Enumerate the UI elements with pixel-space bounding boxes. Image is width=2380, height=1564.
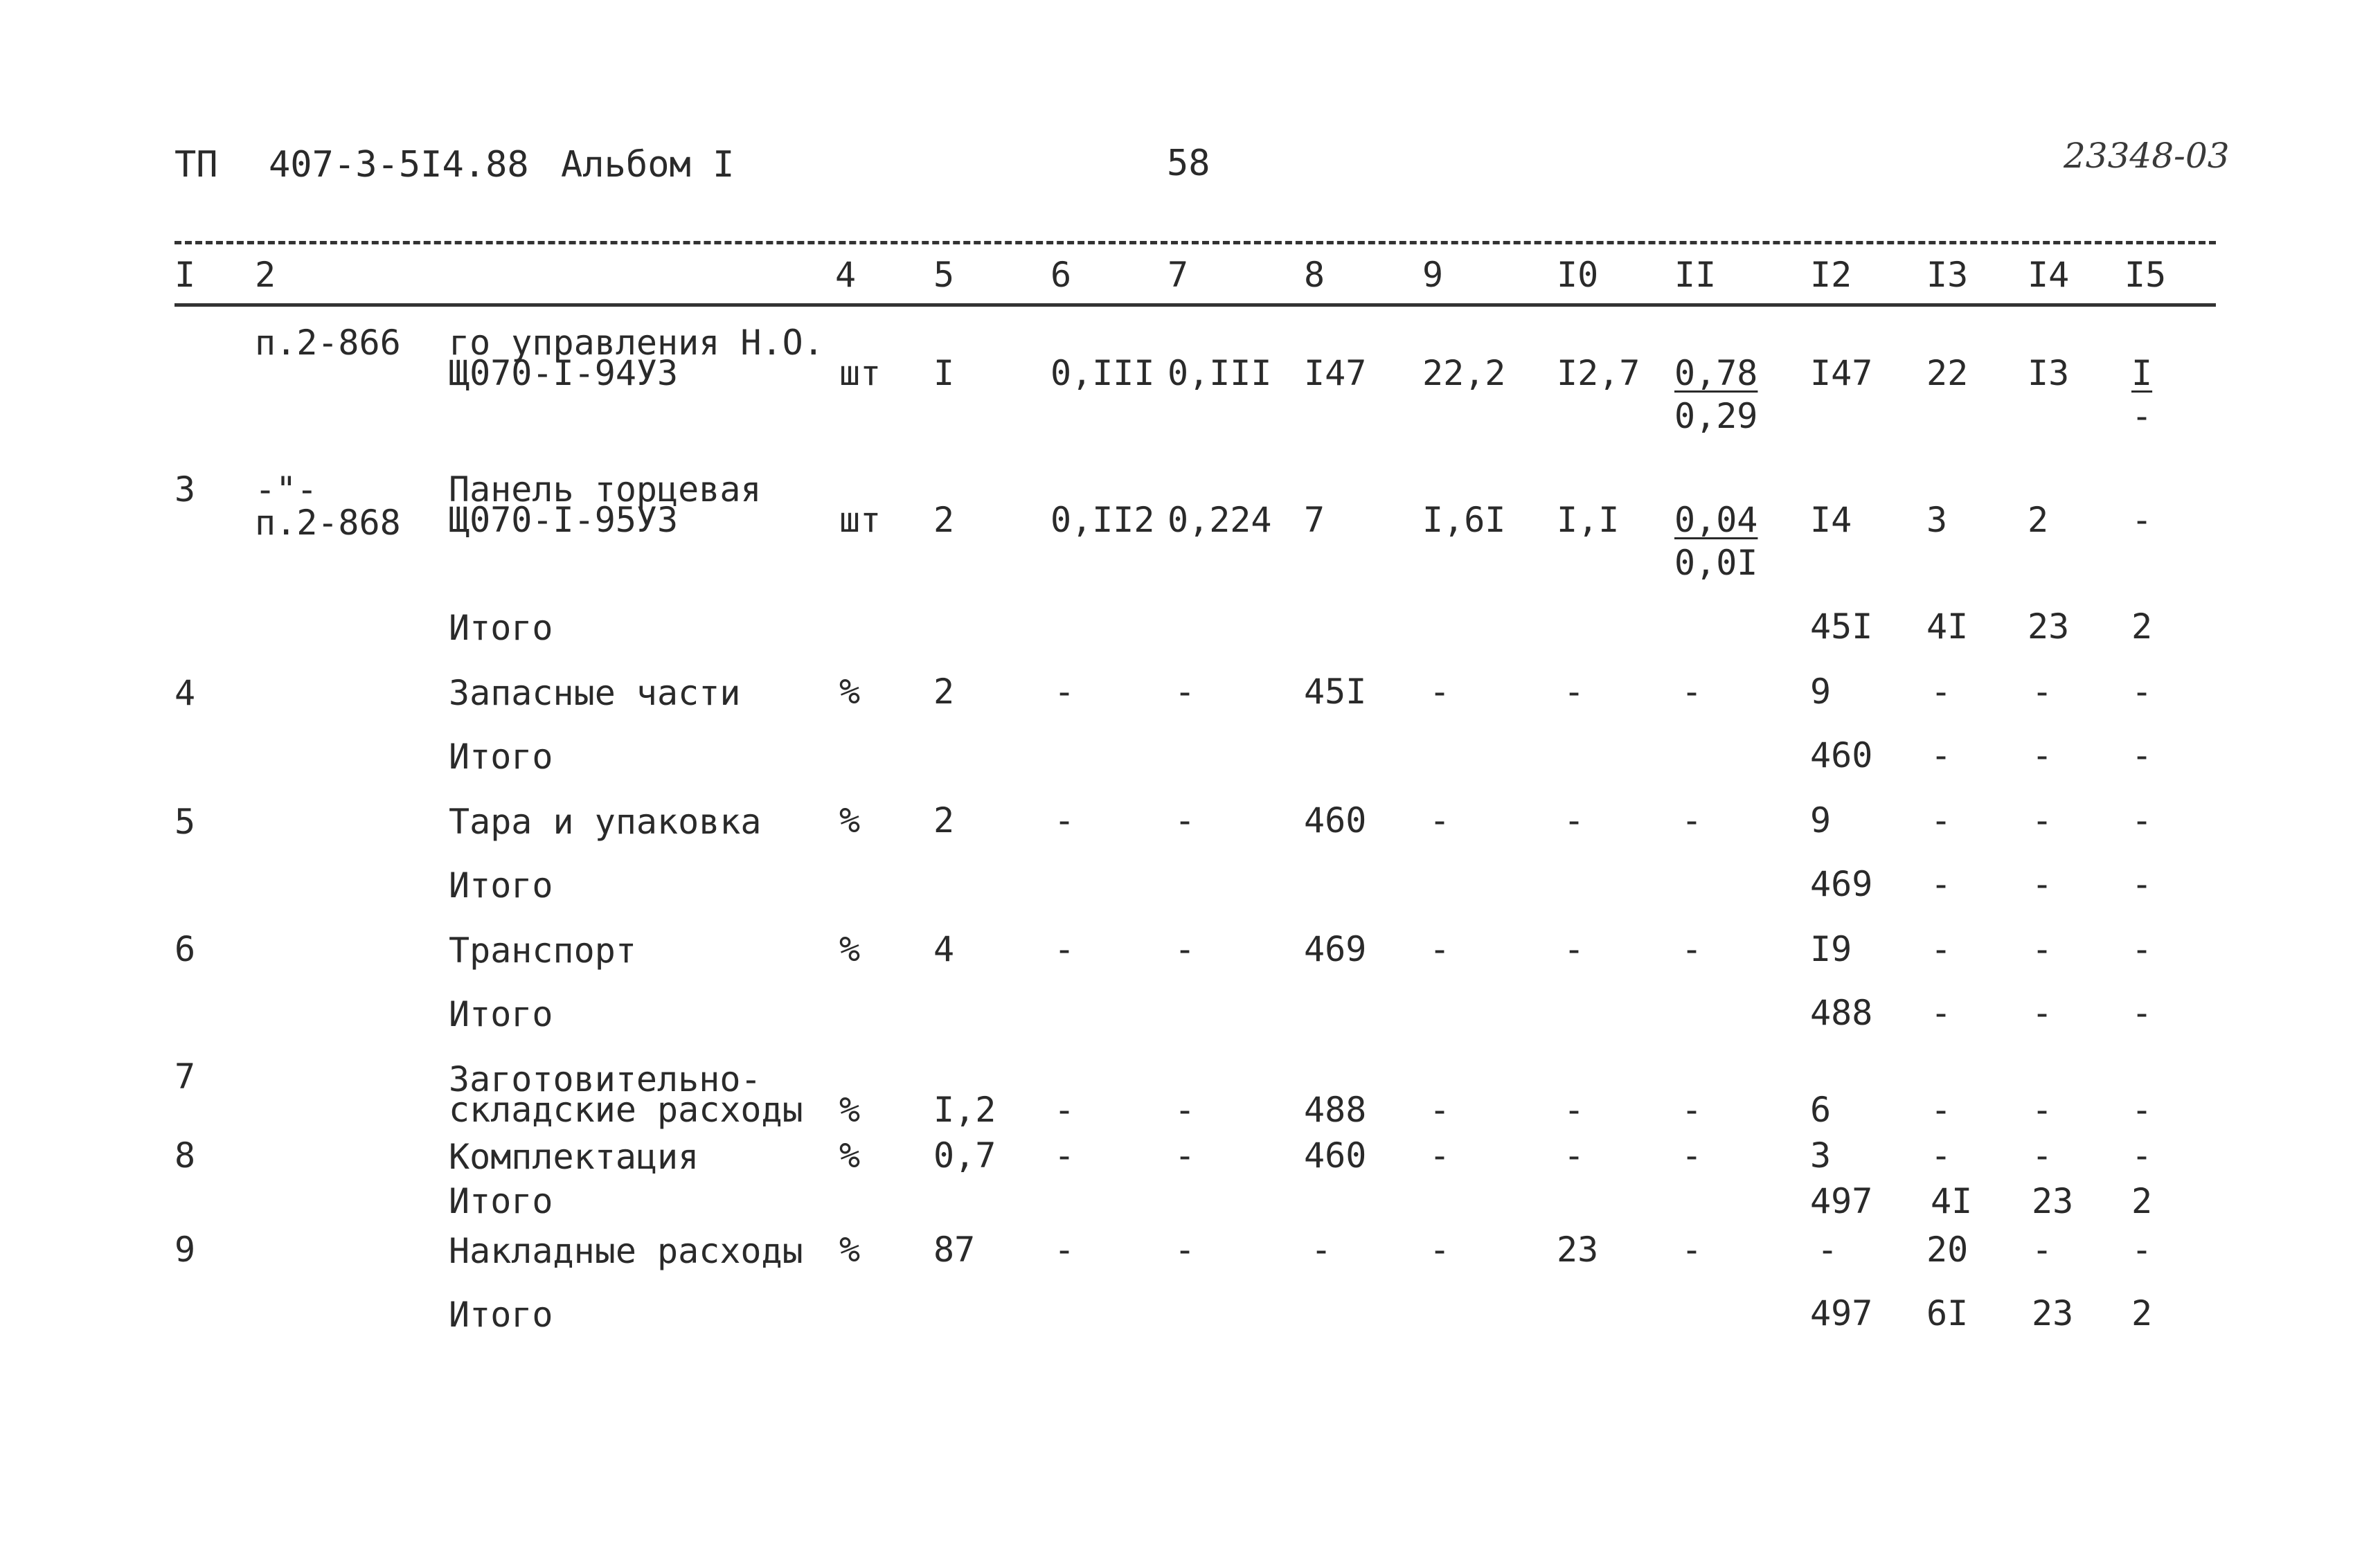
col-header-14: I4 [2028, 255, 2070, 295]
col-header-11: II [1674, 255, 1717, 295]
cell-c13: 6I [1926, 1293, 1969, 1333]
cell-name: Итого [449, 608, 553, 648]
cell-c14: - [2032, 735, 2053, 775]
cell-c15: - [2131, 993, 2153, 1033]
cell-c9: - [1429, 1230, 1451, 1270]
cell-c12: 497 [1810, 1293, 1873, 1333]
cell-c14: - [2032, 672, 2053, 712]
cell-name-line1: Заготовительно- [449, 1059, 762, 1099]
cell-c11: - [1681, 1230, 1703, 1270]
cell-c10: - [1564, 1090, 1585, 1130]
cell-name: Тара и упаковка [449, 802, 762, 842]
col-header-10: I0 [1557, 255, 1599, 295]
cell-unit: % [839, 929, 861, 969]
cell-c12: - [1817, 1230, 1838, 1270]
cell-c14: - [2032, 1090, 2053, 1130]
cell-c8: 45I [1304, 672, 1367, 712]
cell-c12: 9 [1810, 672, 1832, 712]
cell-c9: - [1429, 929, 1451, 969]
cell-c12: I9 [1810, 929, 1852, 969]
cell-c11: - [1681, 929, 1703, 969]
cell-c12: 460 [1810, 735, 1873, 775]
cell-c15: - [2131, 929, 2153, 969]
cell-c7: - [1174, 1090, 1196, 1130]
cell-name: Комплектация [449, 1137, 699, 1177]
cell-name: Итого [449, 1295, 553, 1335]
cell-c15: - [2131, 672, 2153, 712]
cell-c8: 488 [1304, 1090, 1367, 1130]
cell-c13: 20 [1926, 1230, 1969, 1270]
album-label: Альбом I [561, 144, 735, 186]
cell-c9: - [1429, 1135, 1451, 1176]
cell-unit: % [839, 1135, 861, 1176]
cell-c12: 488 [1810, 993, 1873, 1033]
col-header-7: 7 [1167, 255, 1189, 295]
cell-c11: - [1681, 1135, 1703, 1176]
cell-c13: - [1931, 1090, 1952, 1130]
cell-c6: - [1054, 929, 1075, 969]
cell-c10: - [1564, 672, 1585, 712]
col-header-4: 4 [835, 255, 857, 295]
cell-c15: - [2131, 1230, 2153, 1270]
cell-c14: 23 [2032, 1293, 2074, 1333]
cell-c10: - [1564, 1135, 1585, 1176]
cell-ref: п.2-866 [255, 323, 401, 363]
table-header-rule [175, 303, 2216, 307]
cell-c10: - [1564, 929, 1585, 969]
cell-c11-top: 0,04 [1674, 500, 1758, 540]
cell-c5: 0,7 [933, 1135, 996, 1176]
cell-unit: шт [839, 500, 882, 540]
cell-c8: 460 [1304, 1135, 1367, 1176]
cell-c15: - [2131, 800, 2153, 841]
doc-number: 407-3-5I4.88 [269, 144, 529, 186]
cell-c15: 2 [2131, 606, 2153, 647]
cell-c10: I2,7 [1557, 353, 1640, 393]
cell-unit: % [839, 1230, 861, 1270]
cell-c14: - [2032, 993, 2053, 1033]
cell-c13: - [1931, 800, 1952, 841]
cell-c8: 7 [1304, 500, 1325, 540]
cell-c15: - [2131, 864, 2153, 904]
cell-c13: - [1931, 672, 1952, 712]
cell-c11: - [1681, 800, 1703, 841]
cell-c7: - [1174, 672, 1196, 712]
cell-c12: 6 [1810, 1090, 1832, 1130]
cell-name-line2: складские расходы [449, 1090, 803, 1130]
cell-name: Итого [449, 865, 553, 906]
cell-c6: - [1054, 1230, 1075, 1270]
cell-c15: - [2131, 1090, 2153, 1130]
cell-c7: 0,III [1167, 353, 1272, 393]
cell-c7: - [1174, 800, 1196, 841]
cell-c6: - [1054, 800, 1075, 841]
cell-c8: I47 [1304, 353, 1367, 393]
cell-c8: 460 [1304, 800, 1367, 841]
cell-c15-bottom: - [2131, 396, 2153, 436]
cell-c7: 0,224 [1167, 500, 1272, 540]
cell-c11-bottom: 0,29 [1674, 396, 1758, 436]
cell-unit: шт [839, 353, 882, 393]
cell-c8: 469 [1304, 929, 1367, 969]
cell-c11-top: 0,78 [1674, 353, 1758, 393]
cell-num: 4 [175, 673, 196, 713]
cell-c11: - [1681, 1090, 1703, 1130]
cell-c13: - [1931, 735, 1952, 775]
cell-c5: 2 [933, 500, 955, 540]
cell-c11-bottom: 0,0I [1674, 543, 1758, 583]
cell-c7: - [1174, 929, 1196, 969]
cell-c10: I,I [1557, 500, 1620, 540]
cell-c6: 0,III [1050, 353, 1155, 393]
cell-c15: - [2131, 1135, 2153, 1176]
cell-name: Накладные расходы [449, 1231, 803, 1271]
table-top-rule [175, 241, 2216, 244]
cell-c13: - [1931, 929, 1952, 969]
cell-c14: - [2032, 929, 2053, 969]
cell-name: Итого [449, 994, 553, 1034]
cell-c5: I [933, 353, 955, 393]
cell-c13: - [1931, 1135, 1952, 1176]
cell-c15: 2 [2131, 1181, 2153, 1221]
cell-c14: - [2032, 800, 2053, 841]
cell-c5: I,2 [933, 1090, 996, 1130]
cell-c12: 9 [1810, 800, 1832, 841]
cell-c9: - [1429, 1090, 1451, 1130]
cell-c14: - [2032, 1135, 2053, 1176]
cell-c14: 2 [2028, 500, 2049, 540]
cell-c12: I4 [1810, 500, 1852, 540]
cell-c13: 3 [1926, 500, 1948, 540]
cell-name: Итого [449, 1181, 553, 1221]
cell-c12: I47 [1810, 353, 1873, 393]
cell-c13: 22 [1926, 353, 1969, 393]
cell-name-line2: Щ070-I-94У3 [449, 353, 679, 393]
cell-c14: 23 [2032, 1181, 2074, 1221]
col-header-2: 2 [255, 255, 276, 295]
cell-c14: - [2032, 1230, 2053, 1270]
cell-c9: I,6I [1422, 500, 1506, 540]
cell-c5: 87 [933, 1230, 976, 1270]
col-header-5: 5 [933, 255, 955, 295]
cell-c12: 45I [1810, 606, 1873, 647]
col-header-8: 8 [1304, 255, 1325, 295]
cell-unit: % [839, 672, 861, 712]
cell-ditto: -"- [255, 469, 318, 510]
doc-code: ТП [175, 144, 218, 186]
col-header-1: I [175, 255, 196, 295]
col-header-12: I2 [1810, 255, 1852, 295]
cell-name-line1: Панель торцевая [449, 469, 762, 510]
cell-c9: - [1429, 672, 1451, 712]
archive-stamp: 23348-03 [2064, 136, 2230, 176]
col-header-13: I3 [1926, 255, 1969, 295]
cell-c5: 4 [933, 929, 955, 969]
cell-num: 9 [175, 1230, 196, 1270]
cell-c12: 3 [1810, 1135, 1832, 1176]
cell-c6: 0,II2 [1050, 500, 1155, 540]
cell-c13: - [1931, 864, 1952, 904]
cell-num: 6 [175, 929, 196, 969]
cell-c10: 23 [1557, 1230, 1599, 1270]
cell-c9: 22,2 [1422, 353, 1506, 393]
cell-c5: 2 [933, 672, 955, 712]
cell-c12: 497 [1810, 1181, 1873, 1221]
cell-c15: - [2131, 735, 2153, 775]
cell-c7: - [1174, 1230, 1196, 1270]
cell-c6: - [1054, 672, 1075, 712]
cell-c12: 469 [1810, 864, 1873, 904]
cell-c6: - [1054, 1090, 1075, 1130]
page-number: 58 [1167, 143, 1210, 184]
cell-c14: - [2032, 864, 2053, 904]
cell-name-line2: Щ070-I-95У3 [449, 500, 679, 540]
cell-unit: % [839, 800, 861, 841]
cell-ref: п.2-868 [255, 503, 401, 543]
cell-name: Итого [449, 737, 553, 777]
col-header-15: I5 [2124, 255, 2167, 295]
cell-c5: 2 [933, 800, 955, 841]
col-header-6: 6 [1050, 255, 1072, 295]
cell-c13: 4I [1931, 1181, 1973, 1221]
cell-c13: - [1931, 993, 1952, 1033]
cell-c7: - [1174, 1135, 1196, 1176]
cell-c8: - [1311, 1230, 1332, 1270]
cell-c14: I3 [2028, 353, 2070, 393]
cell-c13: 4I [1926, 606, 1969, 647]
cell-unit: % [839, 1090, 861, 1130]
cell-c9: - [1429, 800, 1451, 841]
cell-c15: 2 [2131, 1293, 2153, 1333]
cell-name: Транспорт [449, 931, 636, 971]
cell-c6: - [1054, 1135, 1075, 1176]
cell-c15-top: I [2131, 353, 2153, 393]
col-header-9: 9 [1422, 255, 1444, 295]
cell-name-line1: го управления Н.О. [449, 323, 824, 363]
cell-c11: - [1681, 672, 1703, 712]
cell-c14: 23 [2028, 606, 2070, 647]
cell-c15: - [2131, 500, 2153, 540]
cell-num: 5 [175, 802, 196, 842]
cell-name: Запасные части [449, 673, 741, 713]
cell-num: 8 [175, 1135, 196, 1176]
cell-c10: - [1564, 800, 1585, 841]
cell-num: 7 [175, 1057, 196, 1097]
cell-num: 3 [175, 469, 196, 510]
